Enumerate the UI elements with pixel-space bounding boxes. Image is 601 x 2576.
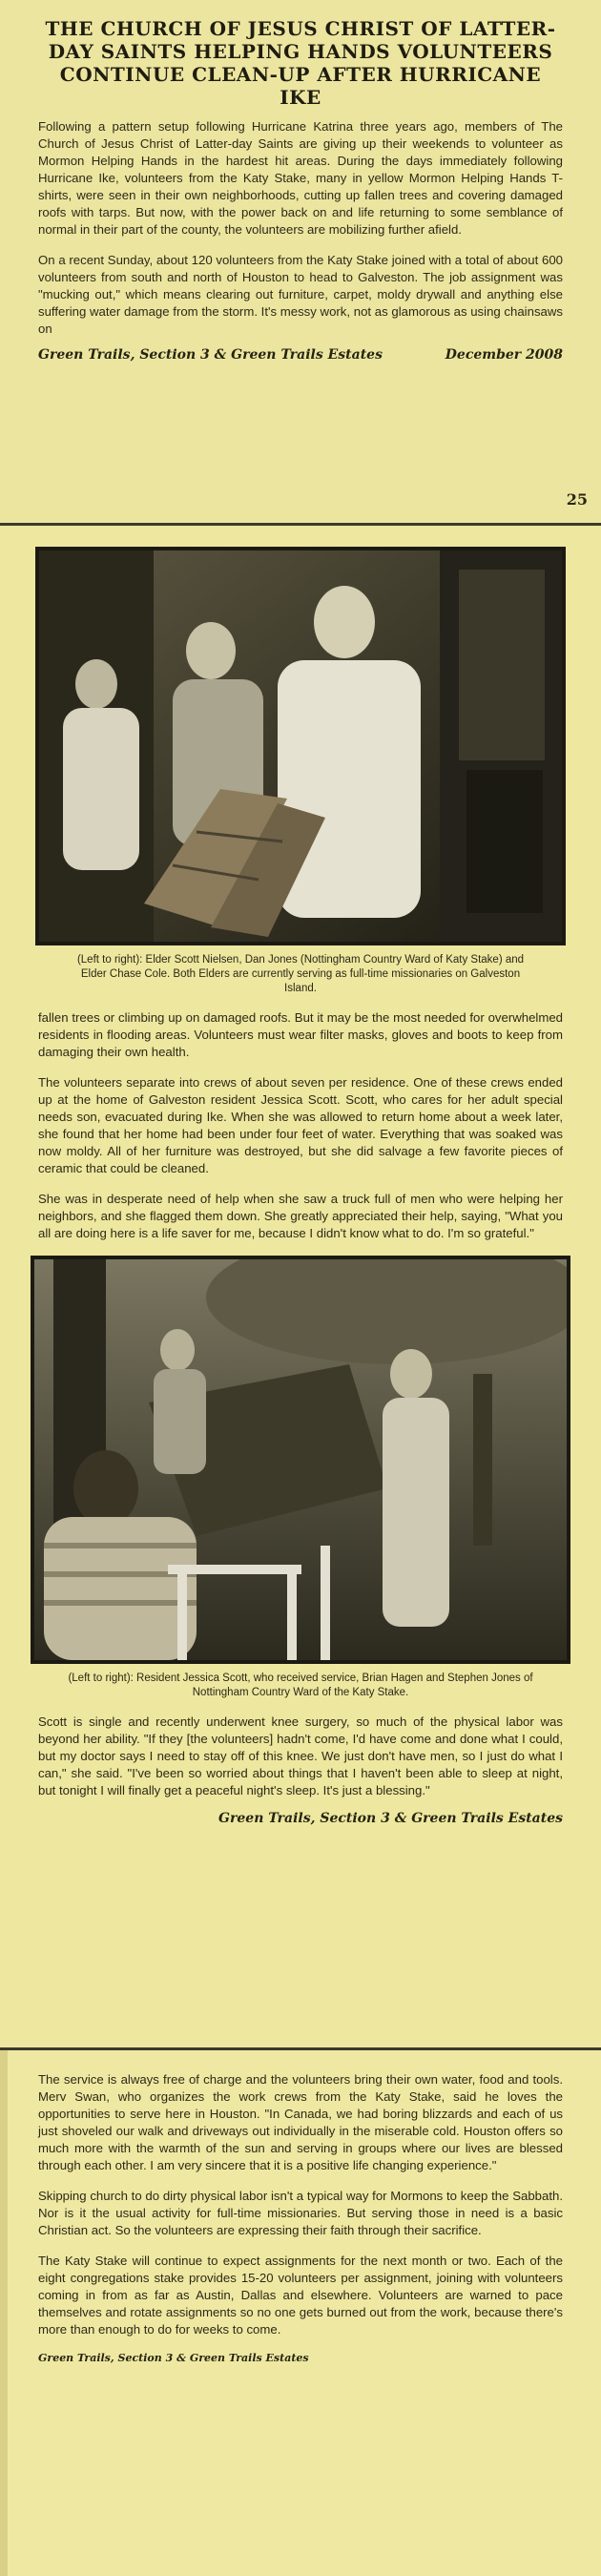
page-two bbox=[0, 523, 601, 2047]
article-paragraph: The Katy Stake will continue to expect assignments for the next month or two. Each of the eight congregations stake provides 15-20 volunteers per assignment, joining with volunteers coming in from as far as Austin, Dallas and elsewhere. Volunteers are warned to pace themselves and rotate assignments so no one gets burned out from the work, because there's more than enough to do for weeks to come. bbox=[38, 2254, 563, 2337]
footer-issue-date: December 2008 bbox=[445, 347, 563, 363]
photo-caption: (Left to right): Resident Jessica Scott, who received service, Brian Hagen and Stephen Jones of Nottingham Country Ward of the Katy Stake. bbox=[68, 1672, 533, 1698]
article-paragraph: She was in desperate need of help when she saw a truck full of men who were helping her neighbors, and she flagged them down. She greatly appreciated their help, saying, "What you all are doing here is a life saver for me, because I didn't know what to do. I'm so grateful." bbox=[38, 1192, 563, 1240]
footer-section-name: Green Trails, Section 3 & Green Trails Estates bbox=[38, 347, 383, 363]
page-footer bbox=[38, 2352, 563, 2364]
page-three bbox=[0, 2047, 601, 2576]
photo-volunteers-carrying-debris bbox=[35, 547, 566, 945]
page-one bbox=[0, 0, 601, 523]
photo-caption: (Left to right): Elder Scott Nielsen, Dan Jones (Nottingham Country Ward of Katy Stake) and Elder Chase Cole. Both Elders are currently serving as full-time missionaries on Galveston Island. bbox=[76, 954, 525, 994]
article-paragraph: The volunteers separate into crews of about seven per residence. One of these crews ended up at the home of Galveston resident Jessica Scott. Scott, who cares for her adult special needs son, evacuated during Ike. When she was allowed to return home about a week later, she found that her home had been under four feet of water. Everything that was soaked was now moldy. All of her furniture was destroyed, but she did salvage a few favorite pieces of ceramic that could be cleaned. bbox=[38, 1075, 563, 1175]
article-paragraph: Following a pattern setup following Hurricane Katrina three years ago, members of The Church of Jesus Christ of Latter-day Saints are giving up their weekends to volunteer as Mormon Helping Hands in the hardest hit areas. During the days immediately following Hurricane Ike, volunteers from the Katy Stake, many in yellow Mormon Helping Hands T-shirts, were seen in their own neighborhoods, cutting up fallen trees and covering damaged roofs with tarps. But now, with the power back on and life returning to some semblance of normal in their part of the county, the volunteers are mobilizing further afield. bbox=[38, 119, 563, 237]
article-paragraph: Skipping church to do dirty physical labor isn't a typical way for Mormons to keep the Sabbath. Nor is it the usual activity for full-time missionaries. But serving those in need is a basic Christian act. So the volunteers are expressing their faith through their sacrifice. bbox=[38, 2189, 563, 2237]
page-number: 25 bbox=[566, 490, 588, 509]
article-paragraph: The service is always free of charge and the volunteers bring their own water, food and tools. Merv Swan, who organizes the work crews from the Katy Stake, said he loves the opportunities to serve here in Houston. "In Canada, we had boring blizzards and each of us just shoveled our walk and driveways out individually in the miserable cold. Houston offers so much more with the warmth of the sun and serving in groups where our lives are blessed through each other. I am very sincere that it is a positive life changing experience." bbox=[38, 2072, 563, 2172]
article-paragraph: fallen trees or climbing up on damaged roofs. But it may be the most needed for overwhelmed residents in flooding areas. Volunteers must wear filter masks, gloves and boots to keep from damaging their own health. bbox=[38, 1010, 563, 1059]
article-paragraph: On a recent Sunday, about 120 volunteers from the Katy Stake joined with a total of about 600 volunteers from south and north of Houston to head to Galveston. The job assignment was "mucking out," which means clearing out furniture, carpet, moldy drywall and anything else suffering water damage from the storm. It's messy work, not as glamorous as using chainsaws on bbox=[38, 253, 563, 336]
page-footer bbox=[38, 347, 563, 363]
page-footer: Green Trails, Section 3 & Green Trails Estates bbox=[218, 1811, 563, 1826]
photo-resident-with-volunteers bbox=[31, 1256, 570, 1664]
article-paragraph: Scott is single and recently underwent knee surgery, so much of the physical labor was beyond her ability. "If they [the volunteers] hadn't come, I'd have come and done what I could, but my doctor says I need to stay off of this knee. We just don't have men, so I just do what I can," she said. "I've been so worried about things that I haven't been able to sleep at night, but tonight I will finally get a peaceful night's sleep. It's just a blessing." bbox=[38, 1714, 563, 1797]
photo-illustration bbox=[34, 1259, 567, 1660]
article-title: THE CHURCH OF JESUS CHRIST OF LATTER-DAY SAINTS HELPING HANDS VOLUNTEERS CONTINUE CLEAN-UP AFTER HURRICANE IKE bbox=[45, 17, 556, 109]
binding-strip bbox=[0, 2050, 8, 2576]
footer-section-name: Green Trails, Section 3 & Green Trails Estates bbox=[38, 2352, 309, 2364]
photo-illustration bbox=[39, 551, 562, 942]
